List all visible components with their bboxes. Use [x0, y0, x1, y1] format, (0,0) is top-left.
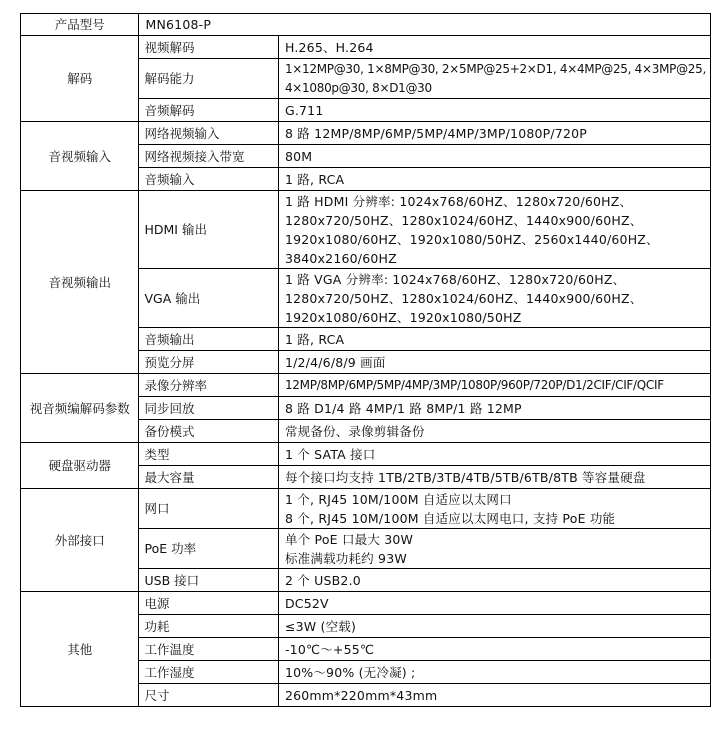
- spec-key: 音频输出: [139, 328, 278, 351]
- spec-value-line: 80M: [284, 148, 313, 164]
- spec-value: [278, 351, 710, 374]
- spec-value-line: 每个接口均支持 1TB/2TB/3TB/4TB/5TB/6TB/8TB 等容量硬盘: [284, 469, 646, 485]
- spec-row: [21, 122, 711, 145]
- spec-value: [278, 615, 710, 638]
- spec-key: 视频解码: [139, 36, 278, 59]
- spec-value: [278, 489, 710, 529]
- spec-value: [278, 122, 710, 145]
- spec-value-line: 10%～90% (无冷凝) ;: [284, 664, 416, 680]
- spec-row: [21, 36, 711, 59]
- spec-value-line: 1920x1080/60HZ、1920x1080/50HZ、2560x1440/60HZ、: [284, 231, 659, 247]
- spec-table: [20, 13, 711, 707]
- spec-value: [278, 269, 710, 328]
- spec-key: USB 接口: [139, 569, 278, 592]
- section-category: 其他: [21, 592, 139, 707]
- spec-key: 解码能力: [139, 59, 278, 99]
- spec-value: [278, 191, 710, 269]
- spec-value: [278, 36, 710, 59]
- spec-key: 最大容量: [139, 466, 278, 489]
- spec-value-line: G.711: [284, 102, 324, 118]
- spec-value-line: 1 个 SATA 接口: [284, 446, 376, 462]
- spec-key: 类型: [139, 443, 278, 466]
- spec-key: 备份模式: [139, 420, 278, 443]
- spec-value: [278, 569, 710, 592]
- spec-key: 工作温度: [139, 638, 278, 661]
- model-row: [21, 14, 711, 36]
- spec-row: [21, 191, 711, 269]
- spec-value-line: 1280x720/50HZ、1280x1024/60HZ、1440x900/60HZ、: [284, 212, 643, 228]
- spec-value: [278, 529, 710, 569]
- spec-value: [278, 59, 710, 99]
- spec-value-line: 标准满载功耗约 93W: [284, 550, 407, 566]
- model-label: 产品型号: [21, 14, 139, 36]
- spec-value-line: ≤3W (空载): [284, 618, 357, 634]
- spec-value: [278, 420, 710, 443]
- spec-value-line: -10℃～+55℃: [284, 641, 375, 657]
- spec-value-line: 2 个 USB2.0: [284, 572, 361, 588]
- section-category: 解码: [21, 36, 139, 122]
- spec-key: 网络视频接入带宽: [139, 145, 278, 168]
- spec-key: 音频输入: [139, 168, 278, 191]
- spec-key: 尺寸: [139, 684, 278, 707]
- spec-value-line: 3840x2160/60HZ: [284, 250, 397, 266]
- spec-key: 功耗: [139, 615, 278, 638]
- model-value: MN6108-P: [139, 14, 711, 36]
- spec-value-line: H.265、H.264: [284, 39, 374, 55]
- spec-value-line: 12MP/8MP/6MP/5MP/4MP/3MP/1080P/960P/720P/D1/2CIF/CIF/QCIF: [284, 377, 664, 392]
- spec-value: [278, 328, 710, 351]
- section-category: 音视频输入: [21, 122, 139, 191]
- spec-value-line: 8 路 D1/4 路 4MP/1 路 8MP/1 路 12MP: [284, 400, 522, 416]
- spec-key: HDMI 输出: [139, 191, 278, 269]
- spec-value: [278, 466, 710, 489]
- spec-value-line: DC52V: [284, 595, 329, 611]
- spec-value-line: 常规备份、录像剪辑备份: [284, 423, 425, 439]
- spec-value: [278, 592, 710, 615]
- spec-value: [278, 145, 710, 168]
- spec-value-line: 1 路 VGA 分辨率: 1024x768/60HZ、1280x720/60HZ、: [284, 271, 626, 287]
- spec-value-line: 1 个, RJ45 10M/100M 自适应以太网口: [284, 491, 512, 507]
- spec-value-line: 1×12MP@30, 1×8MP@30, 2×5MP@25+2×D1, 4×4MP@25, 4×3MP@25,: [284, 61, 706, 76]
- spec-value-line: 260mm*220mm*43mm: [284, 687, 438, 703]
- spec-value-line: 1 路, RCA: [284, 171, 345, 187]
- spec-key: 工作湿度: [139, 661, 278, 684]
- spec-key: 电源: [139, 592, 278, 615]
- spec-value-line: 1280x720/50HZ、1280x1024/60HZ、1440x900/60HZ、: [284, 290, 643, 306]
- spec-value-line: 1/2/4/6/8/9 画面: [284, 354, 386, 370]
- spec-value-line: 4×1080p@30, 8×D1@30: [284, 80, 432, 95]
- spec-value: [278, 397, 710, 420]
- section-category: 硬盘驱动器: [21, 443, 139, 489]
- spec-key: VGA 输出: [139, 269, 278, 328]
- section-category: 视音频编解码参数: [21, 374, 139, 443]
- spec-row: [21, 592, 711, 615]
- spec-value: [278, 684, 710, 707]
- spec-value-line: 8 路 12MP/8MP/6MP/5MP/4MP/3MP/1080P/720P: [284, 125, 588, 141]
- spec-value: [278, 374, 710, 397]
- spec-value-line: 单个 PoE 口最大 30W: [284, 531, 414, 547]
- spec-key: 同步回放: [139, 397, 278, 420]
- section-category: 外部接口: [21, 489, 139, 592]
- spec-row: [21, 489, 711, 529]
- spec-value-line: 8 个, RJ45 10M/100M 自适应以太网电口, 支持 PoE 功能: [284, 510, 616, 526]
- spec-value: [278, 443, 710, 466]
- spec-key: 音频解码: [139, 99, 278, 122]
- spec-table-body: [21, 14, 711, 707]
- spec-row: [21, 443, 711, 466]
- spec-key: 预览分屏: [139, 351, 278, 374]
- spec-key: PoE 功率: [139, 529, 278, 569]
- spec-value: [278, 661, 710, 684]
- spec-key: 网口: [139, 489, 278, 529]
- spec-row: [21, 374, 711, 397]
- spec-value-line: 1920x1080/60HZ、1920x1080/50HZ: [284, 309, 522, 325]
- spec-key: 录像分辨率: [139, 374, 278, 397]
- spec-value: [278, 638, 710, 661]
- spec-value-line: 1 路 HDMI 分辨率: 1024x768/60HZ、1280x720/60HZ、: [284, 193, 633, 209]
- spec-value-line: 1 路, RCA: [284, 331, 345, 347]
- section-category: 音视频输出: [21, 191, 139, 374]
- spec-key: 网络视频输入: [139, 122, 278, 145]
- spec-value: [278, 99, 710, 122]
- spec-value: [278, 168, 710, 191]
